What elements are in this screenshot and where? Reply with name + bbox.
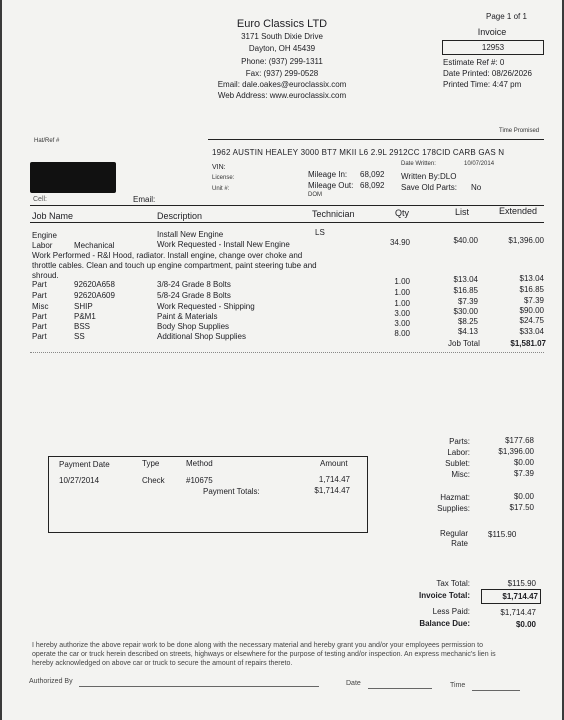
sublet-total-value: $0.00 [513,458,534,467]
mileage-in-value: 68,092 [360,170,385,179]
rate-label: Rate [451,539,468,548]
part-code: SS [74,332,85,341]
mileage-out-label: Mileage Out: [308,181,354,190]
table-bottom-rule [30,352,544,353]
written-by: Written By:DLO [401,172,457,181]
part-description: 5/8-24 Grade 8 Bolts [157,291,231,300]
vehicle-divider [208,139,544,140]
hazmat-value: $0.00 [513,492,534,501]
vehicle-description: 1962 AUSTIN HEALEY 3000 BT7 MKII L6 2.9L 2912CC 178CID CARB GAS N [212,148,505,157]
part-list: $7.39 [457,297,478,306]
payment-date-header: Payment Date [59,460,110,469]
part-extended: $90.00 [519,306,544,315]
job-description: Install New Engine [157,230,224,239]
time-label: Time [450,682,466,689]
table-header-rule [30,222,544,223]
part-list: $13.04 [453,275,478,284]
supplies-label: Supplies: [437,504,470,513]
col-technician: Technician [312,209,355,219]
date-printed: Date Printed: 08/26/2026 [443,69,532,78]
part-code: 92620A658 [74,280,115,289]
col-job-name: Job Name [32,211,74,221]
part-qty: 1.00 [394,288,410,297]
authorization-line-2: operate the car or truck herein described on streets, highways or elsewhere for the purpose of testing and/or inspection. An express mechanic's lien is [32,651,496,658]
invoice-number-box [442,40,544,55]
date-written-value: 10/07/2014 [464,161,495,167]
labor-type: Labor [32,241,53,250]
shop-fax: Fax: (937) 299-0528 [245,69,319,78]
authorization-line-1: I hereby authorize the above repair work to be done along with the necessary material and hereby grant you and/or your employees permission to [32,642,483,649]
labor-category: Mechanical [74,241,115,250]
col-qty: Qty [395,208,410,218]
tax-total-label: Tax Total: [436,579,470,588]
invoice-number: 12953 [481,43,505,52]
labor-extended: $1,396.00 [508,236,544,245]
authorization-line-3: hereby acknowledged on above car or truck to secure the amount of repairs thereto. [32,660,293,667]
rate-value: $115.90 [488,530,517,539]
invoice-total-label: Invoice Total: [419,591,470,600]
job-technician: LS [315,228,325,237]
email-label: Email: [133,195,156,204]
part-qty: 3.00 [394,319,410,328]
regular-label: Regular [439,529,468,538]
work-performed-line-1: Work Performed - R&I Hood, radiator. Install engine, change over choke and [32,251,303,260]
part-qty: 8.00 [394,329,410,338]
redacted-customer-block [30,162,116,193]
payment-amount-header: Amount [320,459,348,468]
part-code: BSS [74,322,91,331]
save-old-parts-value: No [471,183,482,192]
shop-name: Euro Classics LTD [236,18,328,30]
part-description: Work Requested - Shipping [157,302,255,311]
payment-amount: 1,714.47 [318,475,350,484]
part-qty: 3.00 [394,309,410,318]
shop-phone: Phone: (937) 299-1311 [241,57,323,66]
authorized-by-label: Authorized By [29,678,73,685]
part-list: $8.25 [457,317,478,326]
labor-description: Work Requested - Install New Engine [157,240,290,249]
job-name: Engine [32,231,57,240]
unit-label: Unit #: [212,186,230,192]
part-code: SHIP [74,302,93,311]
time-promised-label: Time Promised [499,128,540,134]
invoice-total-box [481,589,541,604]
invoice-page [2,0,562,720]
payment-method-header: Method [186,459,213,468]
job-total-label: Job Total [448,339,480,348]
part-list: $16.85 [453,286,478,295]
estimate-ref: Estimate Ref #: 0 [443,58,505,67]
save-old-parts-label: Save Old Parts: [401,183,458,192]
part-type: Part [32,312,47,321]
less-paid-value: $1,714.47 [500,608,536,617]
authorized-by-signature-line[interactable] [79,686,319,687]
date-signature-line[interactable] [368,688,432,689]
sublet-total-label: Sublet: [445,459,470,468]
parts-total-label: Parts: [449,437,470,446]
part-list: $4.13 [457,327,478,336]
payment-totals-value: $1,714.47 [314,486,350,495]
col-extended: Extended [499,206,538,216]
part-extended: $13.04 [519,274,544,283]
part-qty: 1.00 [394,277,410,286]
part-code: 92620A609 [74,291,115,300]
part-description: 3/8-24 Grade 8 Bolts [157,280,231,289]
mileage-in-label: Mileage In: [308,170,348,179]
hazmat-label: Hazmat: [440,493,470,502]
time-signature-line[interactable] [472,690,520,691]
work-performed-line-2: throttle cables. Clean and touch up engine compartment, paint steering tube and [32,261,317,270]
shop-website: Web Address: www.euroclassix.com [217,91,347,100]
shop-address-line2: Dayton, OH 45439 [248,44,316,53]
part-type: Misc [32,302,49,311]
labor-total-value: $1,396.00 [498,447,534,456]
mileage-out-value: 68,092 [360,181,385,190]
job-total-value: $1,581.07 [510,339,546,348]
part-extended: $33.04 [519,327,544,336]
parts-total-value: $177.68 [505,436,534,445]
tax-total-value: $115.90 [507,579,536,588]
part-type: Part [32,332,47,341]
col-list: List [455,207,470,217]
misc-total-value: $7.39 [513,469,534,478]
part-type: Part [32,280,47,289]
cell-label: Cell: [33,196,48,203]
dom-label: DOM [308,192,322,198]
page-number: Page 1 of 1 [486,12,527,21]
part-type: Part [32,322,47,331]
part-description: Additional Shop Supplies [157,332,246,341]
part-description: Paint & Materials [157,312,218,321]
misc-total-label: Misc: [451,470,470,479]
payment-type-header: Type [142,459,160,468]
supplies-value: $17.50 [509,503,534,512]
part-extended: $7.39 [523,296,544,305]
part-list: $30.00 [453,307,478,316]
part-extended: $24.75 [519,316,544,325]
table-top-rule [30,205,544,206]
hat-ref-label: Hat/Ref # [34,138,60,144]
shop-address-line1: 3171 South Dixie Drive [241,32,323,41]
less-paid-label: Less Paid: [432,607,470,616]
col-description: Description [157,211,203,221]
balance-due-label: Balance Due: [419,619,470,628]
labor-list: $40.00 [453,236,478,245]
part-type: Part [32,291,47,300]
date-label: Date [346,680,361,687]
invoice-total-value: $1,714.47 [502,592,538,601]
part-code: P&M1 [74,312,96,321]
payment-date: 10/27/2014 [59,476,100,485]
part-description: Body Shop Supplies [157,322,230,331]
part-extended: $16.85 [519,285,544,294]
labor-qty: 34.90 [389,238,410,247]
work-performed-line-3: shroud. [32,271,59,280]
shop-email: Email: dale.oakes@euroclassix.com [217,80,347,89]
invoice-title: Invoice [477,27,507,37]
payment-method: #10675 [186,476,213,485]
labor-total-label: Labor: [447,448,470,457]
time-printed: Printed Time: 4:47 pm [443,80,522,89]
payment-totals-label: Payment Totals: [203,487,260,496]
part-qty: 1.00 [394,299,410,308]
payment-type: Check [142,476,165,485]
license-label: License: [212,175,235,181]
vin-label: VIN: [212,164,226,171]
balance-due-value: $0.00 [515,620,536,629]
date-written-label: Date Written: [401,161,436,167]
